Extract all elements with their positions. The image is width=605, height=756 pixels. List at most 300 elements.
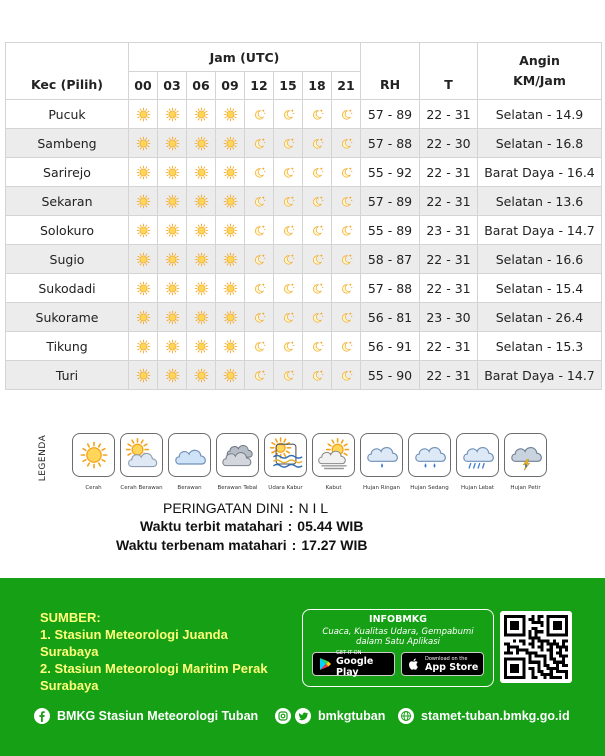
sunny-icon bbox=[221, 105, 240, 124]
weather-cell bbox=[187, 158, 216, 187]
sunny-icon bbox=[221, 163, 240, 182]
sunny-icon bbox=[134, 192, 153, 211]
clear-night-icon bbox=[308, 250, 327, 269]
weather-cell bbox=[216, 216, 245, 245]
weather-cell bbox=[245, 274, 274, 303]
clear-night-icon bbox=[250, 366, 269, 385]
app-subtitle-line: Cuaca, Kualitas Udara, Gempabumi bbox=[322, 627, 474, 637]
weather-cell bbox=[129, 274, 158, 303]
legend-item bbox=[408, 433, 451, 491]
sunny-icon bbox=[163, 366, 182, 385]
clear-night-icon bbox=[337, 308, 356, 327]
sunny-icon bbox=[192, 221, 211, 240]
sunrise-value: 05.44 WIB bbox=[297, 518, 364, 534]
sunny-icon bbox=[134, 163, 153, 182]
table-row bbox=[6, 187, 602, 216]
sunny-icon bbox=[192, 105, 211, 124]
weather-cell bbox=[303, 303, 332, 332]
legend-item bbox=[264, 433, 307, 491]
rh-cell: 55 - 90 bbox=[361, 361, 420, 390]
clear-night-icon bbox=[250, 279, 269, 298]
source-item: 1. Stasiun Meteorologi Juanda Surabaya bbox=[40, 627, 228, 659]
sunny-icon bbox=[134, 366, 153, 385]
weather-cell bbox=[245, 129, 274, 158]
wind-cell: Barat Daya - 14.7 bbox=[478, 216, 602, 245]
sunny-icon bbox=[192, 337, 211, 356]
social-handle-link[interactable] bbox=[275, 708, 385, 724]
legend-title: LEGENDA bbox=[38, 434, 48, 482]
clear-night-icon bbox=[279, 337, 298, 356]
weather-cell bbox=[303, 129, 332, 158]
weather-cell bbox=[187, 129, 216, 158]
weather-cell bbox=[158, 187, 187, 216]
legend-label: Hujan Sedang bbox=[410, 485, 449, 491]
infobmkg-app-promo bbox=[302, 609, 494, 687]
weather-cell bbox=[216, 332, 245, 361]
weather-cell bbox=[216, 100, 245, 129]
rh-cell: 57 - 88 bbox=[361, 274, 420, 303]
rh-cell: 56 - 91 bbox=[361, 332, 420, 361]
weather-cell bbox=[245, 332, 274, 361]
weather-cell bbox=[216, 187, 245, 216]
social-handle-label: bmkgtuban bbox=[318, 709, 386, 723]
district-cell[interactable]: Pucuk bbox=[6, 100, 129, 129]
sunny-icon bbox=[134, 337, 153, 356]
forecast-table bbox=[5, 42, 602, 390]
clear-night-icon bbox=[250, 163, 269, 182]
legend-icon-box bbox=[456, 433, 499, 477]
weather-cell bbox=[245, 245, 274, 274]
google-play-label: Google Play bbox=[336, 656, 374, 678]
hour-header: 15 bbox=[274, 72, 303, 100]
thunderstorm-icon bbox=[508, 437, 544, 473]
legend-label: Hujan Lebat bbox=[460, 485, 495, 491]
website-link[interactable] bbox=[398, 708, 570, 724]
temperature-cell: 22 - 31 bbox=[420, 361, 478, 390]
weather-cell bbox=[245, 361, 274, 390]
clear-night-icon bbox=[337, 279, 356, 298]
district-cell[interactable]: Sarirejo bbox=[6, 158, 129, 187]
sunny-icon bbox=[221, 366, 240, 385]
wind-header-line2: KM/Jam bbox=[513, 73, 566, 88]
clear-night-icon bbox=[279, 192, 298, 211]
district-cell[interactable]: Turi bbox=[6, 361, 129, 390]
globe-icon bbox=[398, 708, 414, 724]
clear-night-icon bbox=[308, 337, 327, 356]
district-cell[interactable]: Sambeng bbox=[6, 129, 129, 158]
legend-label: Berawan bbox=[177, 485, 202, 491]
source-item: 2. Stasiun Meteorologi Maritim Perak Surabaya bbox=[40, 661, 268, 693]
clear-night-icon bbox=[337, 250, 356, 269]
legend-label: Hujan Ringan bbox=[363, 485, 400, 491]
rh-cell: 57 - 88 bbox=[361, 129, 420, 158]
legend-item bbox=[456, 433, 499, 491]
clear-night-icon bbox=[308, 366, 327, 385]
wind-header bbox=[478, 43, 602, 100]
clear-night-icon bbox=[279, 221, 298, 240]
weather-cell bbox=[129, 361, 158, 390]
weather-cell bbox=[187, 216, 216, 245]
app-subtitle bbox=[303, 627, 493, 647]
clear-night-icon bbox=[308, 163, 327, 182]
source-block bbox=[40, 609, 285, 694]
weather-cell bbox=[129, 245, 158, 274]
weather-cell bbox=[187, 245, 216, 274]
wind-cell: Selatan - 16.8 bbox=[478, 129, 602, 158]
temperature-cell: 22 - 31 bbox=[420, 245, 478, 274]
sunrise bbox=[140, 518, 363, 534]
clear-night-icon bbox=[250, 105, 269, 124]
legend-item bbox=[72, 433, 115, 491]
weather-cell bbox=[332, 245, 361, 274]
table-row bbox=[6, 245, 602, 274]
rh-cell: 55 - 92 bbox=[361, 158, 420, 187]
source-title: SUMBER: bbox=[40, 610, 101, 625]
weather-cell bbox=[216, 361, 245, 390]
separator: : bbox=[288, 500, 294, 516]
partly-cloudy-icon bbox=[124, 437, 160, 473]
weather-cell bbox=[303, 274, 332, 303]
district-cell[interactable]: Sukorame bbox=[6, 303, 129, 332]
weather-cell bbox=[274, 129, 303, 158]
clear-night-icon bbox=[279, 250, 298, 269]
weather-cell bbox=[303, 332, 332, 361]
weather-cell bbox=[158, 303, 187, 332]
sunny-icon bbox=[163, 337, 182, 356]
sunny-icon bbox=[221, 192, 240, 211]
sunny-icon bbox=[163, 250, 182, 269]
app-store-label: App Store bbox=[425, 661, 479, 673]
google-play-small: GET IT ON bbox=[336, 650, 362, 656]
weather-cell bbox=[274, 187, 303, 216]
heavy-rain-icon bbox=[460, 437, 496, 473]
early-warning bbox=[163, 500, 328, 516]
district-cell[interactable]: Sugio bbox=[6, 245, 129, 274]
clear-night-icon bbox=[337, 366, 356, 385]
temperature-cell: 22 - 31 bbox=[420, 274, 478, 303]
twitter-icon bbox=[295, 708, 311, 724]
facebook-icon bbox=[34, 708, 50, 724]
weather-cell bbox=[332, 216, 361, 245]
weather-cell bbox=[216, 274, 245, 303]
google-play-button[interactable] bbox=[312, 652, 395, 676]
clear-night-icon bbox=[279, 105, 298, 124]
weather-cell bbox=[187, 303, 216, 332]
legend-label: Hujan Petir bbox=[510, 485, 541, 491]
clear-night-icon bbox=[337, 105, 356, 124]
sunset-label: Waktu terbenam matahari bbox=[116, 537, 287, 553]
weather-cell bbox=[187, 100, 216, 129]
sunny-icon bbox=[163, 221, 182, 240]
weather-cell bbox=[158, 129, 187, 158]
weather-cell bbox=[332, 100, 361, 129]
weather-cell bbox=[245, 303, 274, 332]
temperature-header: T bbox=[420, 43, 478, 100]
app-store-small: Download on the bbox=[425, 655, 468, 662]
legend-icon-box bbox=[216, 433, 259, 477]
facebook-label: BMKG Stasiun Meteorologi Tuban bbox=[57, 709, 259, 723]
district-cell[interactable]: Sukodadi bbox=[6, 274, 129, 303]
sunny-icon bbox=[192, 163, 211, 182]
overcast-icon bbox=[220, 437, 256, 473]
hour-header: 06 bbox=[187, 72, 216, 100]
weather-cell bbox=[274, 303, 303, 332]
weather-cell bbox=[187, 187, 216, 216]
temperature-cell: 22 - 31 bbox=[420, 187, 478, 216]
wind-cell: Selatan - 13.6 bbox=[478, 187, 602, 216]
weather-cell bbox=[245, 100, 274, 129]
clear-night-icon bbox=[308, 221, 327, 240]
district-header[interactable]: Kec (Pilih) bbox=[6, 43, 129, 100]
sunny-icon bbox=[221, 250, 240, 269]
temperature-cell: 22 - 31 bbox=[420, 100, 478, 129]
clear-night-icon bbox=[308, 134, 327, 153]
weather-cell bbox=[129, 129, 158, 158]
temperature-cell: 23 - 31 bbox=[420, 216, 478, 245]
table-row bbox=[6, 158, 602, 187]
weather-cell bbox=[129, 187, 158, 216]
clear-night-icon bbox=[250, 134, 269, 153]
sunny-icon bbox=[221, 134, 240, 153]
clear-night-icon bbox=[250, 192, 269, 211]
sunny-icon bbox=[163, 279, 182, 298]
weather-cell bbox=[274, 245, 303, 274]
clear-night-icon bbox=[337, 221, 356, 240]
sunny-icon bbox=[192, 134, 211, 153]
sunny-icon bbox=[192, 308, 211, 327]
rh-cell: 56 - 81 bbox=[361, 303, 420, 332]
table-row bbox=[6, 303, 602, 332]
hour-header: 21 bbox=[332, 72, 361, 100]
weather-cell bbox=[332, 129, 361, 158]
weather-cell bbox=[158, 332, 187, 361]
weather-cell bbox=[216, 303, 245, 332]
legend-label: Berawan Tebal bbox=[217, 485, 258, 491]
legend-label: Udara Kabur bbox=[268, 485, 303, 491]
weather-cell bbox=[187, 361, 216, 390]
weather-cell bbox=[216, 245, 245, 274]
legend-item bbox=[360, 433, 403, 491]
legend-icon-box bbox=[168, 433, 211, 477]
facebook-link[interactable] bbox=[34, 708, 258, 724]
weather-cell bbox=[158, 245, 187, 274]
hour-header: 00 bbox=[129, 72, 158, 100]
sunrise-label: Waktu terbit matahari bbox=[140, 518, 283, 534]
clear-night-icon bbox=[308, 279, 327, 298]
wind-cell: Selatan - 26.4 bbox=[478, 303, 602, 332]
weather-cell bbox=[158, 158, 187, 187]
legend-icon-box bbox=[264, 433, 307, 477]
weather-cell bbox=[216, 158, 245, 187]
weather-cell bbox=[332, 187, 361, 216]
weather-cell bbox=[274, 216, 303, 245]
moderate-rain-icon bbox=[412, 437, 448, 473]
separator: : bbox=[291, 537, 297, 553]
rh-cell: 57 - 89 bbox=[361, 100, 420, 129]
early-warning-label: PERINGATAN DINI bbox=[163, 500, 284, 516]
sunny-icon bbox=[221, 221, 240, 240]
table-row bbox=[6, 274, 602, 303]
legend-icon-box bbox=[504, 433, 547, 477]
rh-header: RH bbox=[361, 43, 420, 100]
clear-night-icon bbox=[337, 163, 356, 182]
clear-night-icon bbox=[308, 308, 327, 327]
clear-night-icon bbox=[279, 163, 298, 182]
temperature-cell: 22 - 31 bbox=[420, 332, 478, 361]
hour-header: 09 bbox=[216, 72, 245, 100]
weather-cell bbox=[216, 129, 245, 158]
rh-cell: 55 - 89 bbox=[361, 216, 420, 245]
hour-header: 12 bbox=[245, 72, 274, 100]
weather-cell bbox=[332, 361, 361, 390]
sunset bbox=[116, 537, 367, 553]
clear-night-icon bbox=[250, 221, 269, 240]
temperature-cell: 22 - 31 bbox=[420, 158, 478, 187]
wind-cell: Selatan - 15.4 bbox=[478, 274, 602, 303]
weather-cell bbox=[187, 332, 216, 361]
hour-header: 18 bbox=[303, 72, 332, 100]
sunny-icon bbox=[134, 279, 153, 298]
weather-cell bbox=[332, 158, 361, 187]
sunny-icon bbox=[163, 192, 182, 211]
weather-cell bbox=[158, 100, 187, 129]
clear-night-icon bbox=[279, 134, 298, 153]
apple-icon bbox=[407, 657, 421, 671]
hour-header: 03 bbox=[158, 72, 187, 100]
clear-night-icon bbox=[250, 308, 269, 327]
weather-cell bbox=[332, 332, 361, 361]
legend-icon-box bbox=[408, 433, 451, 477]
clear-night-icon bbox=[337, 192, 356, 211]
sunny-icon bbox=[163, 105, 182, 124]
haze-icon bbox=[268, 437, 304, 473]
weather-cell bbox=[303, 245, 332, 274]
wind-cell: Barat Daya - 14.7 bbox=[478, 361, 602, 390]
legend-item bbox=[216, 433, 259, 491]
cloudy-icon bbox=[172, 437, 208, 473]
wind-cell: Selatan - 16.6 bbox=[478, 245, 602, 274]
wind-cell: Barat Daya - 16.4 bbox=[478, 158, 602, 187]
sunny-icon bbox=[192, 250, 211, 269]
clear-night-icon bbox=[250, 337, 269, 356]
legend-icon-box bbox=[312, 433, 355, 477]
table-row bbox=[6, 332, 602, 361]
weather-cell bbox=[303, 158, 332, 187]
weather-cell bbox=[187, 274, 216, 303]
sunny-icon bbox=[163, 134, 182, 153]
table-row bbox=[6, 129, 602, 158]
sunny-icon bbox=[192, 279, 211, 298]
legend-item bbox=[168, 433, 211, 491]
weather-cell bbox=[129, 100, 158, 129]
legend-icon-box bbox=[72, 433, 115, 477]
app-subtitle-line: dalam Satu Aplikasi bbox=[355, 637, 441, 647]
clear-night-icon bbox=[308, 192, 327, 211]
weather-cell bbox=[274, 158, 303, 187]
legend-item bbox=[504, 433, 547, 491]
district-cell[interactable]: Sekaran bbox=[6, 187, 129, 216]
fog-icon bbox=[316, 437, 352, 473]
wind-cell: Selatan - 14.9 bbox=[478, 100, 602, 129]
separator: : bbox=[287, 518, 293, 534]
legend-item bbox=[312, 433, 355, 491]
legend-icon-box bbox=[360, 433, 403, 477]
district-cell[interactable]: Solokuro bbox=[6, 216, 129, 245]
qr-code bbox=[500, 611, 572, 683]
sunny-icon bbox=[76, 437, 112, 473]
temperature-cell: 22 - 30 bbox=[420, 129, 478, 158]
weather-cell bbox=[158, 216, 187, 245]
wind-cell: Selatan - 15.3 bbox=[478, 332, 602, 361]
app-title: INFOBMKG bbox=[369, 614, 427, 625]
sunny-icon bbox=[192, 192, 211, 211]
google-play-icon bbox=[318, 657, 332, 671]
weather-cell bbox=[274, 332, 303, 361]
clear-night-icon bbox=[308, 105, 327, 124]
weather-cell bbox=[274, 100, 303, 129]
weather-cell bbox=[245, 187, 274, 216]
table-row bbox=[6, 216, 602, 245]
clear-night-icon bbox=[337, 134, 356, 153]
weather-cell bbox=[303, 187, 332, 216]
footer bbox=[0, 578, 605, 756]
light-rain-icon bbox=[364, 437, 400, 473]
clear-night-icon bbox=[279, 366, 298, 385]
app-store-button[interactable] bbox=[401, 652, 484, 676]
clear-night-icon bbox=[250, 250, 269, 269]
weather-cell bbox=[129, 158, 158, 187]
clear-night-icon bbox=[279, 279, 298, 298]
sunny-icon bbox=[134, 250, 153, 269]
table-row bbox=[6, 361, 602, 390]
district-cell[interactable]: Tikung bbox=[6, 332, 129, 361]
weather-cell bbox=[303, 361, 332, 390]
clear-night-icon bbox=[337, 337, 356, 356]
sunny-icon bbox=[221, 308, 240, 327]
weather-cell bbox=[332, 303, 361, 332]
weather-cell bbox=[332, 274, 361, 303]
wind-header-line1: Angin bbox=[519, 53, 560, 68]
weather-cell bbox=[129, 332, 158, 361]
time-group-header: Jam (UTC) bbox=[129, 43, 361, 72]
legend-label: Cerah bbox=[85, 485, 102, 491]
weather-cell bbox=[158, 274, 187, 303]
weather-cell bbox=[245, 216, 274, 245]
sunny-icon bbox=[192, 366, 211, 385]
rh-cell: 57 - 89 bbox=[361, 187, 420, 216]
table-row bbox=[6, 100, 602, 129]
weather-cell bbox=[274, 274, 303, 303]
instagram-icon bbox=[275, 708, 291, 724]
sunny-icon bbox=[221, 337, 240, 356]
weather-cell bbox=[245, 158, 274, 187]
sunny-icon bbox=[221, 279, 240, 298]
website-label: stamet-tuban.bmkg.go.id bbox=[421, 709, 570, 723]
sunny-icon bbox=[163, 163, 182, 182]
sunny-icon bbox=[134, 221, 153, 240]
weather-cell bbox=[274, 361, 303, 390]
weather-cell bbox=[303, 100, 332, 129]
sunset-value: 17.27 WIB bbox=[301, 537, 368, 553]
early-warning-value: N I L bbox=[298, 500, 329, 516]
weather-cell bbox=[129, 303, 158, 332]
rh-cell: 58 - 87 bbox=[361, 245, 420, 274]
weather-cell bbox=[129, 216, 158, 245]
legend-label: Cerah Berawan bbox=[120, 485, 163, 491]
sunny-icon bbox=[134, 134, 153, 153]
weather-cell bbox=[303, 216, 332, 245]
sunny-icon bbox=[163, 308, 182, 327]
